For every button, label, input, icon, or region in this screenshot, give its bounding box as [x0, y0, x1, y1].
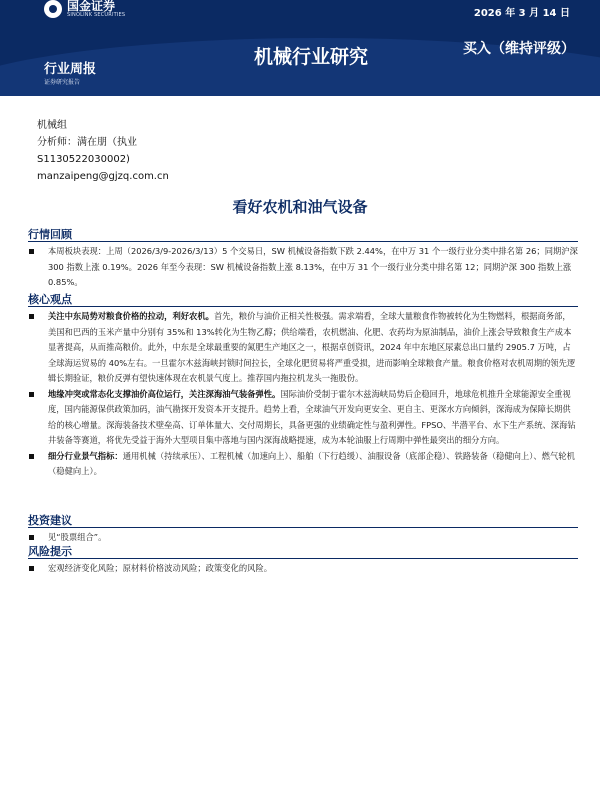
- item-lead: 细分行业景气指标：: [48, 450, 123, 461]
- section-divider: [28, 527, 578, 528]
- bullet-icon: [29, 314, 34, 319]
- logo-mark-icon: [44, 0, 62, 18]
- list-item: [28, 387, 578, 449]
- industry-title: 机械行业研究: [254, 46, 369, 68]
- section-risk-warning: [28, 543, 578, 577]
- logo-cn-text: 国金证券: [67, 0, 116, 13]
- analyst-license: S1130522030002): [37, 154, 130, 165]
- section-title: 风险提示: [28, 545, 72, 558]
- list-item: [28, 244, 578, 291]
- report-header: [0, 0, 600, 96]
- item-text: 见“股票组合”。: [48, 532, 107, 542]
- section-divider: [28, 558, 578, 559]
- analyst-name: 分析师：满在朋（执业: [37, 137, 137, 148]
- analyst-email[interactable]: manzaipeng@gjzq.com.cn: [37, 171, 169, 182]
- logo-en-text: SINOLINK SECURITIES: [67, 12, 126, 18]
- list-item: [28, 561, 578, 577]
- section-investment-advice: [28, 512, 578, 546]
- bullet-icon: [29, 392, 34, 397]
- bullet-icon: [29, 249, 34, 254]
- item-text: 首先，粮价与油价正相关性极强。需求端看，全球大量粮食作物被转化为生物燃料，根据商务部，美国和巴西的玉米产量中分别有 35%和 13%转化为生物乙醇；供给端看，农机燃油、化肥、农药均为原油制品，油价上涨会导致粮食生产成本显著提高，从而推高粮价。此外，中东是全球最重要的氮肥生产地区之一，根据卓创资讯，2024 年中东地区尿素总出口量约 2905.7 万吨，占全球海运贸易的 40%左右。一旦霍尔木兹海峡封锁时间拉长，全球化肥贸易将严重受损，进而影响全球粮食产量。粮食价格对农机周期的领先逻辑长期验证，粮价反弹有望快速体现在农机景气度上。推荐国内拖拉机龙头一拖股份。: [48, 311, 576, 383]
- section-title: 行情回顾: [28, 228, 72, 241]
- rating-label: 买入（维持评级）: [463, 41, 575, 57]
- bullet-icon: [29, 566, 34, 571]
- bullet-icon: [29, 454, 34, 459]
- section-divider: [28, 306, 578, 307]
- section-core-views: [28, 291, 578, 480]
- analyst-group: 机械组: [37, 120, 67, 131]
- item-lead: 关注中东局势对粮食价格的拉动，利好农机。: [48, 311, 214, 321]
- item-text: 宏观经济变化风险；原材料价格波动风险；政策变化的风险。: [48, 563, 273, 573]
- section-divider: [28, 241, 578, 242]
- section-title: 投资建议: [28, 514, 72, 527]
- section-market-review: [28, 226, 578, 291]
- item-text: 国际油价受制于霍尔木兹海峡局势后企稳回升，地球危机推升全球能源安全重视度，国内能源保供政策加码，油气勘探开发资本开支提升。趋势上看，全球油气开发向更安全、更自主、更深水方向倾斜，深海成为保障长期供给的核心增量。深海装备技术壁垒高、订单体量大、交付周期长，具备更强的业绩确定性与盈利弹性。FPSO、半潜平台、水下生产系统、深海钻井装备等赛道，将优先受益于海外大型项目集中落地与国内深海战略提速，成为本轮油服上行周期中弹性最突出的细分方向。: [48, 388, 576, 445]
- report-type: 证券研究报告: [44, 79, 81, 86]
- report-date: 2026 年 3 月 14 日: [473, 8, 570, 19]
- report-series: 行业周报: [44, 62, 97, 77]
- item-lead: 地缘冲突或常态化支撑油价高位运行，关注深海油气装备弹性。: [48, 388, 281, 399]
- report-main-title: 看好农机和油气设备: [232, 198, 368, 216]
- list-item: [28, 309, 578, 387]
- bullet-icon: [29, 535, 34, 540]
- item-text: 通用机械（持续承压）、工程机械（加速向上）、船舶（下行趋缓）、油服设备（底部企稳）、铁路装备（稳健向上）、燃气轮机（稳健向上）。: [48, 450, 575, 476]
- item-text: 本周板块表现：上周（2026/3/9-2026/3/13）5 个交易日，SW 机械设备指数下跌 2.44%，在中万 31 个一级行业分类中排名第 26；同期沪深 300 指数上涨 0.19%。2026 年至今表现：SW 机械设备指数上涨 8.13%，在中万 31 个一级行业分类中排名第 12；同期沪深 300 指数上涨 0.85%。: [48, 246, 578, 287]
- company-logo: [44, 0, 125, 18]
- analyst-info: [37, 117, 169, 185]
- list-item: [28, 449, 578, 480]
- section-title: 核心观点: [28, 293, 72, 306]
